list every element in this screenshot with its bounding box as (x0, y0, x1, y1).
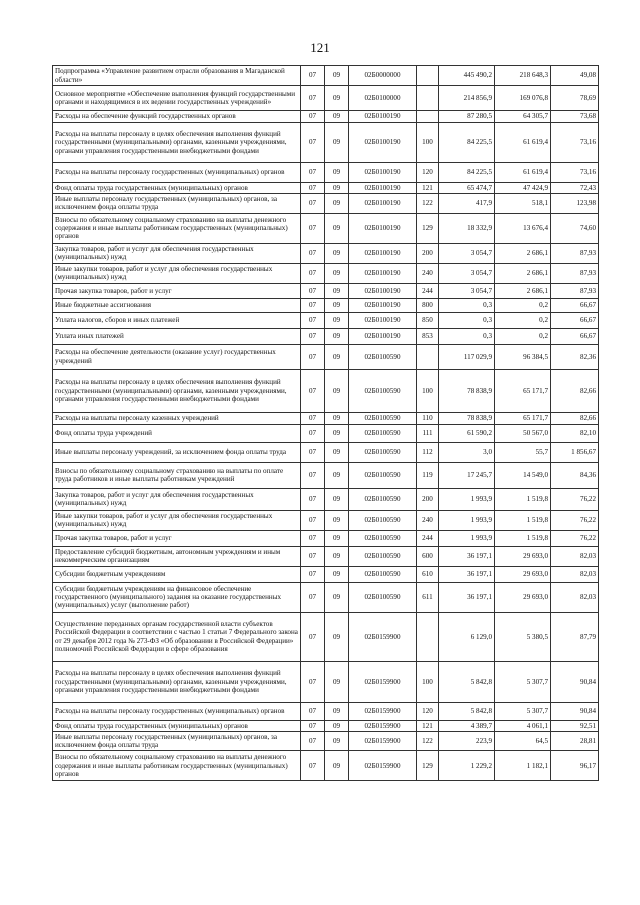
row-expense-type: 112 (417, 442, 439, 462)
row-subsection: 09 (325, 86, 349, 111)
table-row (53, 213, 599, 243)
row-expense-type: 120 (417, 163, 439, 183)
row-plan-amount: 417,9 (439, 194, 495, 213)
row-actual-amount: 13 676,4 (495, 213, 551, 243)
row-percent: 82,03 (551, 582, 599, 612)
row-subsection: 09 (325, 731, 349, 750)
row-subsection: 09 (325, 328, 349, 344)
row-subsection: 09 (325, 312, 349, 328)
row-target-article: 02Б0100190 (349, 312, 417, 328)
row-section: 07 (301, 731, 325, 750)
row-actual-amount: 218 648,3 (495, 66, 551, 86)
row-expense-type: 129 (417, 751, 439, 781)
row-percent: 66,67 (551, 312, 599, 328)
table-row (53, 344, 599, 369)
row-plan-amount: 78 838,9 (439, 412, 495, 424)
row-target-article: 02Б0100190 (349, 183, 417, 194)
row-percent: 76,22 (551, 488, 599, 510)
row-percent: 87,93 (551, 243, 599, 263)
row-actual-amount: 55,7 (495, 442, 551, 462)
row-name: Иные закупки товаров, работ и услуг для обеспечения государственных (муниципальных) нужд (53, 263, 301, 283)
row-actual-amount: 5 307,7 (495, 661, 551, 702)
row-name: Иные выплаты персоналу государственных (муниципальных) органов, за исключением фонда оплаты труда (53, 731, 301, 750)
row-name: Иные бюджетные ассигнования (53, 298, 301, 312)
row-actual-amount: 2 686,1 (495, 243, 551, 263)
table-row (53, 488, 599, 510)
row-actual-amount: 29 693,0 (495, 546, 551, 566)
row-target-article: 02Б0159900 (349, 751, 417, 781)
row-section: 07 (301, 510, 325, 530)
row-subsection: 09 (325, 582, 349, 612)
row-percent: 73,68 (551, 111, 599, 123)
row-actual-amount: 0,2 (495, 298, 551, 312)
row-plan-amount: 0,3 (439, 298, 495, 312)
row-plan-amount: 0,3 (439, 312, 495, 328)
row-section: 07 (301, 612, 325, 661)
row-actual-amount: 50 567,0 (495, 424, 551, 442)
row-target-article: 02Б0100590 (349, 510, 417, 530)
row-target-article: 02Б0100190 (349, 263, 417, 283)
row-expense-type: 100 (417, 123, 439, 163)
row-plan-amount: 36 197,1 (439, 566, 495, 582)
row-plan-amount: 5 842,8 (439, 702, 495, 720)
row-percent: 82,03 (551, 546, 599, 566)
row-name: Иные выплаты персоналу государственных (муниципальных) органов, за исключением фонда оплаты труда (53, 194, 301, 213)
row-name: Расходы на выплаты персоналу государственных (муниципальных) органов (53, 702, 301, 720)
row-section: 07 (301, 328, 325, 344)
table-row (53, 194, 599, 213)
row-expense-type: 244 (417, 530, 439, 546)
row-target-article: 02Б0100590 (349, 442, 417, 462)
row-section: 07 (301, 111, 325, 123)
row-expense-type (417, 66, 439, 86)
row-subsection: 09 (325, 369, 349, 412)
row-expense-type: 200 (417, 488, 439, 510)
row-subsection: 09 (325, 546, 349, 566)
row-subsection: 09 (325, 213, 349, 243)
row-section: 07 (301, 566, 325, 582)
row-subsection: 09 (325, 462, 349, 488)
table-row (53, 412, 599, 424)
row-name: Подпрограмма «Управление развитием отрасли образования в Магаданской области» (53, 66, 301, 86)
row-expense-type: 110 (417, 412, 439, 424)
row-plan-amount: 1 993,9 (439, 488, 495, 510)
row-percent: 82,03 (551, 566, 599, 582)
row-percent: 74,60 (551, 213, 599, 243)
row-target-article: 02Б0100590 (349, 344, 417, 369)
row-expense-type: 850 (417, 312, 439, 328)
row-section: 07 (301, 530, 325, 546)
row-expense-type (417, 111, 439, 123)
row-actual-amount: 47 424,9 (495, 183, 551, 194)
row-name: Иные закупки товаров, работ и услуг для обеспечения государственных (муниципальных) нужд (53, 510, 301, 530)
row-plan-amount: 17 245,7 (439, 462, 495, 488)
row-name: Расходы на обеспечение функций государственных органов (53, 111, 301, 123)
row-expense-type (417, 86, 439, 111)
row-plan-amount: 3 054,7 (439, 263, 495, 283)
row-name: Расходы на выплаты персоналу казенных учреждений (53, 412, 301, 424)
row-name: Расходы на выплаты персоналу в целях обеспечения выполнения функций государственными (муниципальными) органами, казенными учреждениями, органами управления государственными внебюджетными фондами (53, 369, 301, 412)
row-expense-type: 121 (417, 720, 439, 731)
table-row (53, 566, 599, 582)
row-section: 07 (301, 424, 325, 442)
row-plan-amount: 1 993,9 (439, 510, 495, 530)
table-row (53, 462, 599, 488)
row-target-article: 02Б0100190 (349, 283, 417, 298)
row-subsection: 09 (325, 720, 349, 731)
table-row (53, 283, 599, 298)
row-section: 07 (301, 123, 325, 163)
row-actual-amount: 169 076,8 (495, 86, 551, 111)
row-plan-amount: 3 054,7 (439, 283, 495, 298)
row-section: 07 (301, 283, 325, 298)
row-section: 07 (301, 546, 325, 566)
row-percent: 87,93 (551, 283, 599, 298)
table-row (53, 263, 599, 283)
row-target-article: 02Б0100590 (349, 566, 417, 582)
row-target-article: 02Б0159900 (349, 720, 417, 731)
row-expense-type (417, 612, 439, 661)
row-name: Предоставление субсидий бюджетным, автономным учреждениям и иным некоммерческим организациям (53, 546, 301, 566)
row-target-article: 02Б0100190 (349, 163, 417, 183)
row-section: 07 (301, 66, 325, 86)
row-plan-amount: 1 993,9 (439, 530, 495, 546)
row-plan-amount: 214 856,9 (439, 86, 495, 111)
row-section: 07 (301, 344, 325, 369)
row-name: Взносы по обязательному социальному страхованию на выплаты денежного содержания и иные выплаты работникам государственных (муниципальных) органов (53, 751, 301, 781)
row-name: Субсидии бюджетным учреждениям на финансовое обеспечение государственного (муниципального) задания на оказание государственных (муниципальных) услуг (выполнение работ) (53, 582, 301, 612)
row-percent: 66,67 (551, 328, 599, 344)
budget-table (52, 65, 599, 781)
table-row (53, 720, 599, 731)
row-percent: 123,98 (551, 194, 599, 213)
row-actual-amount: 5 380,5 (495, 612, 551, 661)
table-row (53, 298, 599, 312)
row-name: Иные выплаты персоналу учреждений, за исключением фонда оплаты труда (53, 442, 301, 462)
row-percent: 82,66 (551, 369, 599, 412)
row-expense-type: 853 (417, 328, 439, 344)
row-name: Прочая закупка товаров, работ и услуг (53, 530, 301, 546)
row-subsection: 09 (325, 298, 349, 312)
row-target-article: 02Б0100190 (349, 194, 417, 213)
row-expense-type: 119 (417, 462, 439, 488)
row-plan-amount: 4 389,7 (439, 720, 495, 731)
row-section: 07 (301, 661, 325, 702)
row-actual-amount: 1 519,8 (495, 510, 551, 530)
row-actual-amount: 0,2 (495, 328, 551, 344)
row-section: 07 (301, 488, 325, 510)
row-percent: 1 856,67 (551, 442, 599, 462)
row-subsection: 09 (325, 751, 349, 781)
row-target-article: 02Б0100590 (349, 546, 417, 566)
row-name: Фонд оплаты труда государственных (муниципальных) органов (53, 720, 301, 731)
row-section: 07 (301, 462, 325, 488)
table-row (53, 442, 599, 462)
table-row (53, 163, 599, 183)
row-actual-amount: 5 307,7 (495, 702, 551, 720)
table-row (53, 369, 599, 412)
row-percent: 78,69 (551, 86, 599, 111)
row-actual-amount: 64 305,7 (495, 111, 551, 123)
row-section: 07 (301, 86, 325, 111)
row-name: Расходы на выплаты персоналу в целях обеспечения выполнения функций государственными (муниципальными) органами, казенными учреждениями, органами управления государственными внебюджетными фондами (53, 661, 301, 702)
row-expense-type: 121 (417, 183, 439, 194)
row-percent: 87,79 (551, 612, 599, 661)
row-expense-type: 120 (417, 702, 439, 720)
row-expense-type: 100 (417, 369, 439, 412)
row-expense-type: 610 (417, 566, 439, 582)
row-expense-type: 122 (417, 194, 439, 213)
row-target-article: 02Б0159900 (349, 661, 417, 702)
table-row (53, 546, 599, 566)
row-plan-amount: 3,0 (439, 442, 495, 462)
row-name: Фонд оплаты труда государственных (муниципальных) органов (53, 183, 301, 194)
row-section: 07 (301, 412, 325, 424)
row-plan-amount: 6 129,0 (439, 612, 495, 661)
table-row (53, 66, 599, 86)
row-expense-type: 600 (417, 546, 439, 566)
row-plan-amount: 78 838,9 (439, 369, 495, 412)
row-subsection: 09 (325, 243, 349, 263)
row-name: Фонд оплаты труда учреждений (53, 424, 301, 442)
row-subsection: 09 (325, 412, 349, 424)
row-plan-amount: 117 029,9 (439, 344, 495, 369)
row-subsection: 09 (325, 66, 349, 86)
row-section: 07 (301, 263, 325, 283)
row-percent: 82,66 (551, 412, 599, 424)
row-actual-amount: 65 171,7 (495, 412, 551, 424)
row-actual-amount: 1 182,1 (495, 751, 551, 781)
row-section: 07 (301, 442, 325, 462)
row-percent: 76,22 (551, 510, 599, 530)
row-expense-type: 100 (417, 661, 439, 702)
row-actual-amount: 29 693,0 (495, 582, 551, 612)
row-subsection: 09 (325, 123, 349, 163)
row-subsection: 09 (325, 194, 349, 213)
row-target-article: 02Б0100190 (349, 328, 417, 344)
row-plan-amount: 84 225,5 (439, 163, 495, 183)
row-section: 07 (301, 298, 325, 312)
row-actual-amount: 4 061,1 (495, 720, 551, 731)
row-target-article: 02Б0100190 (349, 298, 417, 312)
table-row (53, 510, 599, 530)
row-section: 07 (301, 702, 325, 720)
table-row (53, 702, 599, 720)
row-plan-amount: 65 474,7 (439, 183, 495, 194)
row-actual-amount: 1 519,8 (495, 488, 551, 510)
table-row (53, 183, 599, 194)
row-section: 07 (301, 312, 325, 328)
row-target-article: 02Б0100590 (349, 369, 417, 412)
row-name: Расходы на обеспечение деятельности (оказание услуг) государственных учреждений (53, 344, 301, 369)
row-actual-amount: 1 519,8 (495, 530, 551, 546)
row-section: 07 (301, 163, 325, 183)
table-row (53, 243, 599, 263)
row-percent: 87,93 (551, 263, 599, 283)
row-actual-amount: 0,2 (495, 312, 551, 328)
table-row (53, 312, 599, 328)
row-target-article: 02Б0100190 (349, 123, 417, 163)
table-row (53, 123, 599, 163)
row-subsection: 09 (325, 163, 349, 183)
row-name: Субсидии бюджетным учреждениям (53, 566, 301, 582)
row-name: Осуществление переданных органам государственной власти субъектов Российской Федерации в соответствии с частью 1 статьи 7 Федерального закона от 29 декабря 2012 года № 273-ФЗ «Об образовании в Российской Федерации» полномочий Российской Федерации в сфере образования (53, 612, 301, 661)
row-subsection: 09 (325, 263, 349, 283)
row-percent: 92,51 (551, 720, 599, 731)
row-subsection: 09 (325, 442, 349, 462)
row-expense-type: 122 (417, 731, 439, 750)
row-plan-amount: 223,9 (439, 731, 495, 750)
row-plan-amount: 61 590,2 (439, 424, 495, 442)
row-subsection: 09 (325, 488, 349, 510)
row-plan-amount: 3 054,7 (439, 243, 495, 263)
row-plan-amount: 36 197,1 (439, 582, 495, 612)
row-plan-amount: 5 842,8 (439, 661, 495, 702)
row-section: 07 (301, 582, 325, 612)
row-name: Взносы по обязательному социальному страхованию на выплаты по оплате труда работников и иные выплаты работникам учреждений (53, 462, 301, 488)
row-target-article: 02Б0100190 (349, 111, 417, 123)
row-expense-type: 240 (417, 510, 439, 530)
row-subsection: 09 (325, 661, 349, 702)
row-subsection: 09 (325, 424, 349, 442)
row-subsection: 09 (325, 566, 349, 582)
row-target-article: 02Б0100590 (349, 488, 417, 510)
page-number: 121 (310, 40, 330, 55)
row-actual-amount: 518,1 (495, 194, 551, 213)
row-target-article: 02Б0100190 (349, 213, 417, 243)
row-actual-amount: 2 686,1 (495, 283, 551, 298)
row-subsection: 09 (325, 283, 349, 298)
row-subsection: 09 (325, 111, 349, 123)
row-target-article: 02Б0100590 (349, 412, 417, 424)
row-name: Расходы на выплаты персоналу государственных (муниципальных) органов (53, 163, 301, 183)
row-plan-amount: 1 229,2 (439, 751, 495, 781)
row-target-article: 02Б0100590 (349, 530, 417, 546)
table-row (53, 328, 599, 344)
row-plan-amount: 36 197,1 (439, 546, 495, 566)
row-expense-type: 800 (417, 298, 439, 312)
row-name: Закупка товаров, работ и услуг для обеспечения государственных (муниципальных) нужд (53, 243, 301, 263)
table-row (53, 731, 599, 750)
table-row (53, 751, 599, 781)
row-section: 07 (301, 183, 325, 194)
row-actual-amount: 14 549,0 (495, 462, 551, 488)
row-percent: 66,67 (551, 298, 599, 312)
row-target-article: 02Б0159900 (349, 731, 417, 750)
row-section: 07 (301, 720, 325, 731)
row-expense-type (417, 344, 439, 369)
row-section: 07 (301, 751, 325, 781)
row-target-article: 02Б0100190 (349, 243, 417, 263)
row-percent: 96,17 (551, 751, 599, 781)
row-plan-amount: 84 225,5 (439, 123, 495, 163)
row-subsection: 09 (325, 510, 349, 530)
row-subsection: 09 (325, 183, 349, 194)
row-expense-type: 244 (417, 283, 439, 298)
row-target-article: 02Б0000000 (349, 66, 417, 86)
row-percent: 82,10 (551, 424, 599, 442)
table-row (53, 424, 599, 442)
row-expense-type: 200 (417, 243, 439, 263)
table-row (53, 530, 599, 546)
row-target-article: 02Б0100590 (349, 424, 417, 442)
row-percent: 73,16 (551, 123, 599, 163)
row-actual-amount: 96 384,5 (495, 344, 551, 369)
row-percent: 73,16 (551, 163, 599, 183)
row-target-article: 02Б0100000 (349, 86, 417, 111)
row-expense-type: 111 (417, 424, 439, 442)
row-actual-amount: 61 619,4 (495, 163, 551, 183)
row-name: Взносы по обязательному социальному страхованию на выплаты денежного содержания и иные выплаты работникам государственных (муниципальных) органов (53, 213, 301, 243)
row-expense-type: 240 (417, 263, 439, 283)
table-row (53, 86, 599, 111)
row-subsection: 09 (325, 530, 349, 546)
table-row (53, 661, 599, 702)
row-actual-amount: 65 171,7 (495, 369, 551, 412)
table-row (53, 582, 599, 612)
row-actual-amount: 2 686,1 (495, 263, 551, 283)
row-percent: 84,36 (551, 462, 599, 488)
row-name: Уплата иных платежей (53, 328, 301, 344)
row-name: Основное мероприятие «Обеспечение выполнения функций государственными органами и находящимися в их ведении государственных учреждений» (53, 86, 301, 111)
row-name: Расходы на выплаты персоналу в целях обеспечения выполнения функций государственными (муниципальными) органами, казенными учреждениями, органами управления государственными внебюджетными фондами (53, 123, 301, 163)
row-percent: 90,84 (551, 702, 599, 720)
row-plan-amount: 445 490,2 (439, 66, 495, 86)
row-section: 07 (301, 243, 325, 263)
row-section: 07 (301, 213, 325, 243)
row-plan-amount: 0,3 (439, 328, 495, 344)
row-actual-amount: 29 693,0 (495, 566, 551, 582)
row-percent: 82,36 (551, 344, 599, 369)
row-percent: 72,43 (551, 183, 599, 194)
row-subsection: 09 (325, 612, 349, 661)
row-section: 07 (301, 194, 325, 213)
row-plan-amount: 87 280,5 (439, 111, 495, 123)
row-subsection: 09 (325, 344, 349, 369)
row-percent: 28,81 (551, 731, 599, 750)
row-percent: 90,84 (551, 661, 599, 702)
table-row (53, 111, 599, 123)
row-percent: 76,22 (551, 530, 599, 546)
row-target-article: 02Б0100590 (349, 462, 417, 488)
row-section: 07 (301, 369, 325, 412)
row-plan-amount: 18 332,9 (439, 213, 495, 243)
row-expense-type: 611 (417, 582, 439, 612)
row-expense-type: 129 (417, 213, 439, 243)
row-name: Закупка товаров, работ и услуг для обеспечения государственных (муниципальных) нужд (53, 488, 301, 510)
row-name: Уплата налогов, сборов и иных платежей (53, 312, 301, 328)
row-actual-amount: 64,5 (495, 731, 551, 750)
table-row (53, 612, 599, 661)
row-target-article: 02Б0100590 (349, 582, 417, 612)
row-name: Прочая закупка товаров, работ и услуг (53, 283, 301, 298)
row-percent: 49,08 (551, 66, 599, 86)
row-actual-amount: 61 619,4 (495, 123, 551, 163)
row-target-article: 02Б0159900 (349, 702, 417, 720)
row-target-article: 02Б0159900 (349, 612, 417, 661)
row-subsection: 09 (325, 702, 349, 720)
